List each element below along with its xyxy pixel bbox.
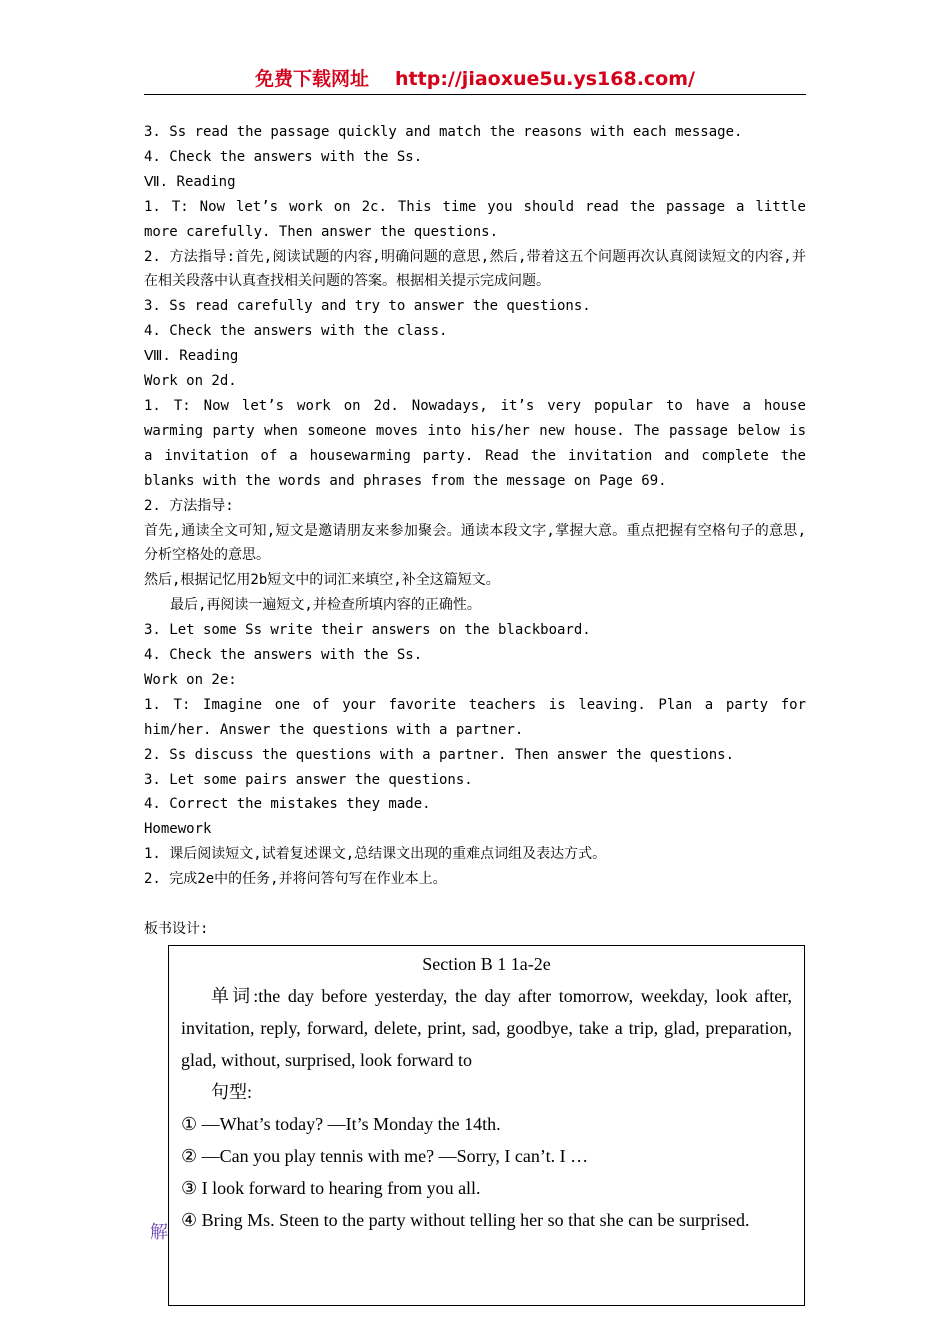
- spacer: [144, 892, 806, 917]
- blackboard-design-box: [168, 945, 805, 1306]
- step-line: 1. T: Now let’s work on 2d. Nowadays, it’s very popular to have a house warming party when someone moves into his/her new house. The passage below is a invitation of a housewarming party. Read the invitation and complete the blanks with the words and phrases from the message on Page 69.: [144, 397, 815, 489]
- board-sentence: ① —What’s today? —It’s Monday the 14th.: [181, 1114, 501, 1134]
- homework-line: 2. 完成2e中的任务,并将问答句写在作业本上。: [144, 871, 447, 888]
- side-mark: 解: [150, 1222, 168, 1243]
- step-line: 4. Check the answers with the Ss.: [144, 647, 423, 664]
- board-title: Section B 1 1a-2e: [422, 954, 551, 974]
- board-patterns-label: 句型:: [211, 1082, 253, 1102]
- step-line: 3. Let some pairs answer the questions.: [144, 771, 473, 788]
- subheading: Work on 2e:: [144, 671, 237, 688]
- step-line: 3. Ss read the passage quickly and match the reasons with each message.: [144, 124, 743, 140]
- step-line: 3. Ss read carefully and try to answer the questions.: [144, 298, 591, 315]
- board-vocabulary: 单词:the day before yesterday, the day after tomorrow, weekday, look after, invitation, reply, forward, delete, print, sad, goodbye, take a trip, glad, preparation, glad, without, surprised, look forward to: [181, 986, 792, 1070]
- step-line: 1. T: Imagine one of your favorite teachers is leaving. Plan a party for him/her. Answer the questions with a partner.: [144, 696, 815, 738]
- method-guide: 2. 方法指导:首先,阅读试题的内容,明确问题的意思,然后,带着这五个问题再次认真阅读短文的内容,并在相关段落中认真查找相关问题的答案。根据相关提示完成问题。: [144, 248, 806, 290]
- step-line: 3. Let some Ss write their answers on the blackboard.: [144, 622, 591, 639]
- board-design-label: 板书设计:: [144, 920, 209, 937]
- method-guide: 然后,根据记忆用2b短文中的词汇来填空,补全这篇短文。: [144, 572, 500, 589]
- board-sentence: ② —Can you play tennis with me? —Sorry, I can’t. I …: [181, 1146, 589, 1166]
- step-line: 1. T: Now let’s work on 2c. This time you should read the passage a little more carefully. Then answer the questions.: [144, 198, 815, 240]
- site-url[interactable]: http://jiaoxue5u.ys168.com/: [395, 68, 695, 90]
- step-line: 4. Correct the mistakes they made.: [144, 796, 431, 813]
- lesson-body: [144, 120, 815, 942]
- homework-line: 1. 课后阅读短文,试着复述课文,总结课文出现的重难点词组及表达方式。: [144, 846, 607, 863]
- page-header: [144, 64, 806, 95]
- section-heading: Ⅷ. Reading: [144, 348, 239, 365]
- site-name: 免费下载网址: [255, 68, 370, 90]
- section-heading: Ⅶ. Reading: [144, 173, 236, 190]
- method-guide: 首先,通读全文可知,短文是邀请朋友来参加聚会。通读本段文字,掌握大意。重点把握有空格句子的意思,分析空格处的意思。: [144, 522, 806, 564]
- subheading: Homework: [144, 821, 212, 838]
- step-line: 4. Check the answers with the Ss.: [144, 148, 423, 165]
- board-sentence: ③ I look forward to hearing from you all.: [181, 1178, 481, 1198]
- board-sentence: ④ Bring Ms. Steen to the party without telling her so that she can be surprised.: [181, 1210, 750, 1230]
- method-guide: 最后,再阅读一遍短文,并检查所填内容的正确性。: [170, 597, 481, 614]
- method-guide-label: 2. 方法指导:: [144, 497, 234, 514]
- step-line: 4. Check the answers with the class.: [144, 323, 448, 340]
- subheading: Work on 2d.: [144, 373, 237, 390]
- step-line: 2. Ss discuss the questions with a partner. Then answer the questions.: [144, 746, 735, 763]
